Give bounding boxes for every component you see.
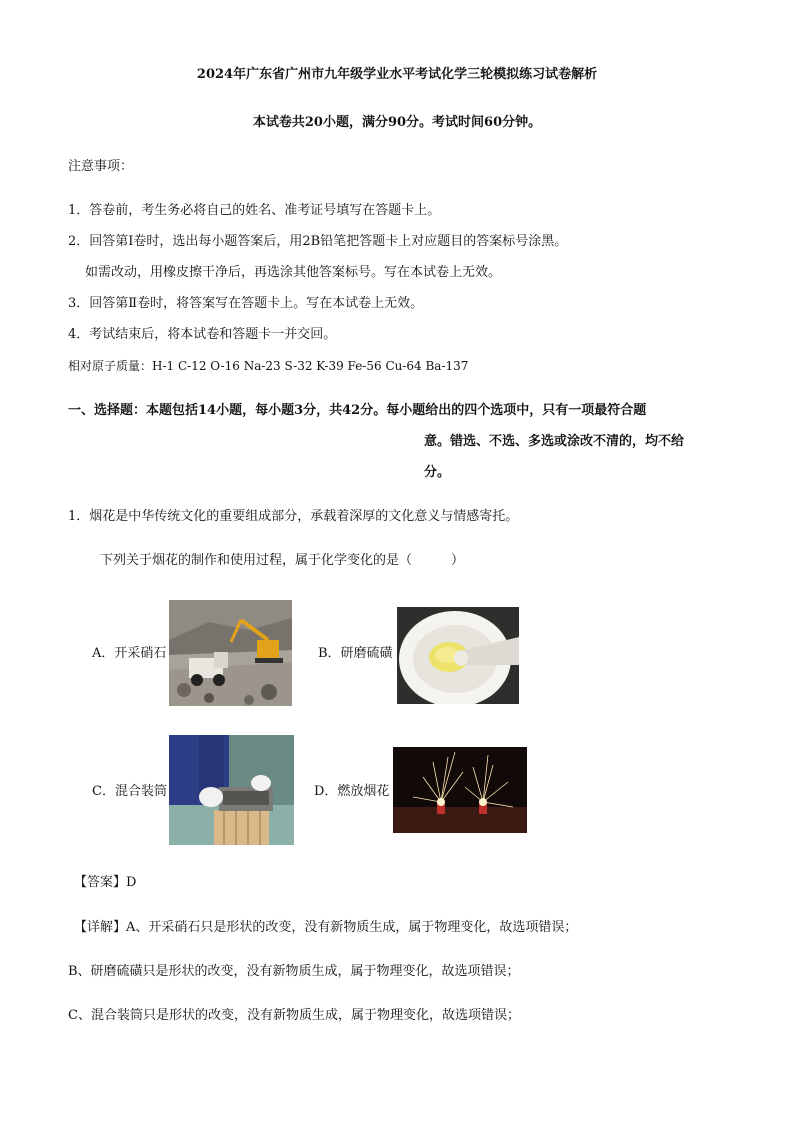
question-stem: 1．烟花是中华传统文化的重要组成部分，承载着深厚的文化意义与情感寄托。: [68, 509, 519, 524]
fireworks-photo: [393, 747, 527, 833]
page-subtitle: 本试卷共20小题，满分90分。考试时间60分钟。: [252, 115, 542, 130]
explanation-line: B、研磨硫磺只是形状的改变，没有新物质生成，属于物理变化，故选项错误；: [68, 964, 520, 979]
notice-heading: 注意事项：: [68, 159, 134, 174]
notice-item: 2．回答第Ⅰ卷时，选出每小题答案后，用2B铅笔把答题卡上对应题目的答案标号涂黑。: [68, 234, 568, 249]
packing-tubes-photo: [169, 735, 294, 845]
mining-truck-photo: [169, 600, 292, 706]
notice-item: 如需改动，用橡皮擦干净后，再选涂其他答案标号。写在本试卷上无效。: [85, 265, 502, 280]
explanation-line: C、混合装筒只是形状的改变，没有新物质生成，属于物理变化，故选项错误；: [68, 1008, 520, 1023]
option-d-label: D．燃放烟花: [314, 784, 390, 799]
section-heading-cont: 分。: [424, 465, 451, 480]
section-heading: 一、选择题：本题包括14小题，每小题3分，共42分。每小题给出的四个选项中，只有一项最符合题: [68, 403, 647, 418]
section-heading-cont: 意。错选、不选、多选或涂改不清的，均不给: [424, 434, 685, 449]
mortar-sulfur-photo: [397, 607, 519, 704]
explanation-line: 【详解】A、开采硝石只是形状的改变，没有新物质生成，属于物理变化，故选项错误；: [74, 920, 578, 935]
answer: 【答案】D: [74, 875, 137, 890]
notice-item: 3．回答第Ⅱ卷时，将答案写在答题卡上。写在本试卷上无效。: [68, 296, 424, 311]
question-stem-cont: 下列关于烟花的制作和使用过程，属于化学变化的是（ ）: [100, 553, 465, 568]
option-c-label: C．混合装筒: [92, 784, 167, 799]
page-title: 2024年广东省广州市九年级学业水平考试化学三轮模拟练习试卷解析: [196, 67, 598, 82]
atomic-masses: 相对原子质量：H-1 C-12 O-16 Na-23 S-32 K-39 Fe-56 Cu-64 Ba-137: [68, 359, 469, 373]
notice-item: 4．考试结束后，将本试卷和答题卡一并交回。: [68, 327, 337, 342]
option-a-label: A．开采硝石: [92, 646, 167, 661]
notice-item: 1．答卷前，考生务必将自己的姓名、准考证号填写在答题卡上。: [68, 203, 441, 218]
option-b-label: B．研磨硫磺: [318, 646, 393, 661]
